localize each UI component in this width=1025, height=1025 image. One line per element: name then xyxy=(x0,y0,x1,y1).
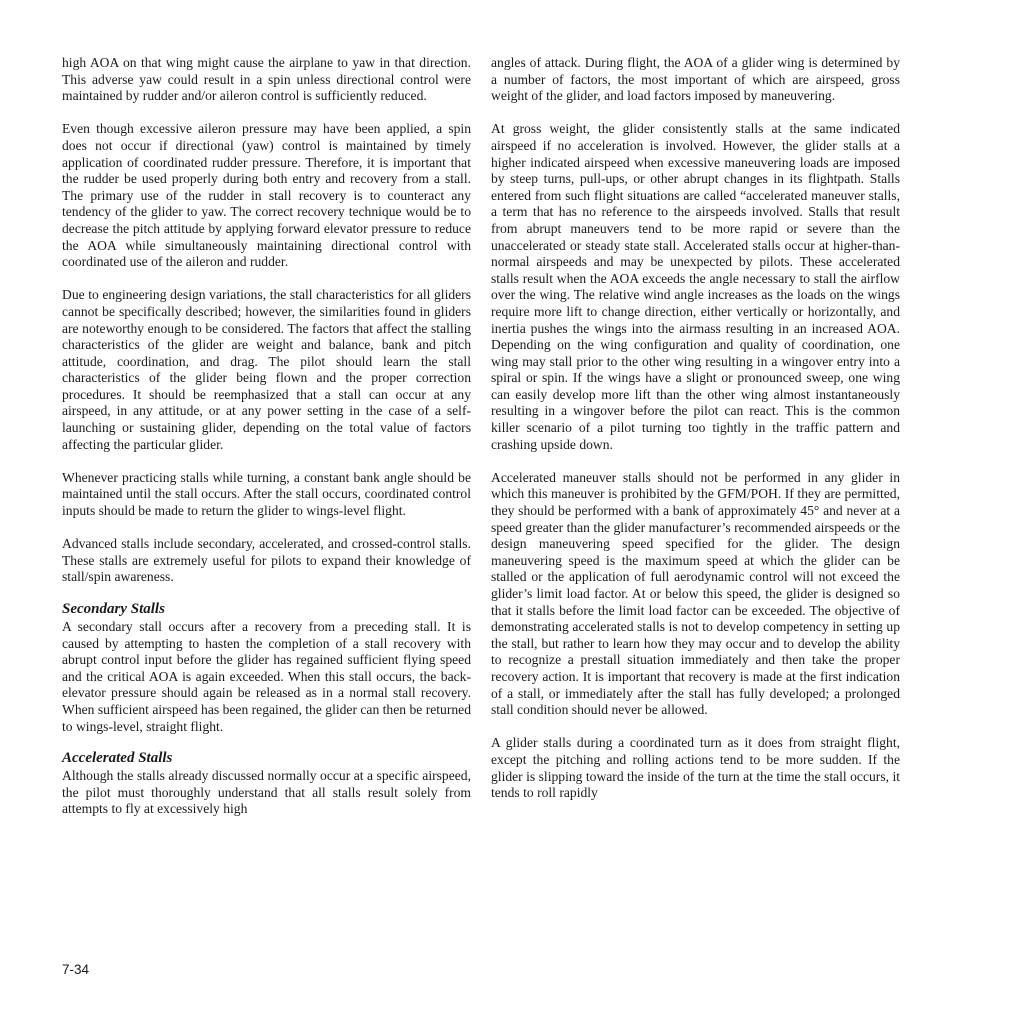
paragraph: Although the stalls already discussed normally occur at a specific airspeed, the pilot must thoroughly understand that all stalls result solely from attempts to fly at excessively high xyxy=(62,768,471,817)
paragraph: Accelerated maneuver stalls should not be performed in any glider in which this maneuver is prohibited by the GFM/POH. If they are permitted, they should be performed with a bank of approximately 45° and never at a speed greater than the glider manufacturer’s recommended airspeeds or the design maneuvering speed specified for the glider. The design maneuvering speed is the maximum speed at which the glider can be stalled or the application of full aerodynamic control will not exceed the glider’s limit load factor. At or below this speed, the glider is designed so that it stalls before the limit load factor can be exceeded. The objective of demonstrating accelerated stalls is not to develop competency in setting up the stall, but rather to learn how they may occur and to develop the ability to recognize a prestall situation immediately and then take the proper recovery action. It is important that recovery is made at the first indication of a stall, or immediately after the stall has fully developed; a prolonged stall condition should never be allowed. xyxy=(491,469,900,718)
paragraph: Advanced stalls include secondary, accelerated, and crossed-control stalls. These stalls are extremely useful for pilots to expand their knowledge of stall/spin awareness. xyxy=(62,536,471,585)
right-column xyxy=(491,55,900,818)
paragraph: Even though excessive aileron pressure may have been applied, a spin does not occur if directional (yaw) control is maintained by timely application of coordinated rudder pressure. Therefore, it is important that the rudder be used properly during both entry and recovery from a stall. The primary use of the rudder in stall recovery is to counteract any tendency of the glider to yaw. The correct recovery technique would be to decrease the pitch attitude by applying forward elevator pressure to reduce the AOA while simultaneously maintaining directional control with coordinated use of the aileron and rudder. xyxy=(62,121,471,270)
paragraph: Whenever practicing stalls while turning, a constant bank angle should be maintained until the stall occurs. After the stall occurs, coordinated control inputs should be made to return the glider to wings-level flight. xyxy=(62,469,471,519)
paragraph: A secondary stall occurs after a recovery from a preceding stall. It is caused by attempting to hasten the completion of a stall recovery with abrupt control input before the glider has regained sufficient flying speed and the critical AOA is again exceeded. When this stall occurs, the back-elevator pressure should again be released as in a normal stall recovery. When sufficient airspeed has been regained, the glider can then be returned to wings-level, straight flight. xyxy=(62,619,471,734)
paragraph: high AOA on that wing might cause the airplane to yaw in that direction. This adverse yaw could result in a spin unless directional control were maintained by rudder and/or aileron control is sufficiently reduced. xyxy=(62,55,471,104)
paragraph: At gross weight, the glider consistently stalls at the same indicated airspeed if no acceleration is involved. However, the glider stalls at a higher indicated airspeed when excessive maneuvering loads are imposed by steep turns, pull-ups, or other abrupt changes in its flightpath. Stalls entered from such flight situations are called “accelerated maneuver stalls, a term that has no reference to the airspeeds involved. Stalls that result from abrupt maneuvers tend to be more rapid or severe than the unaccelerated or steady state stall. Accelerated stalls occur at higher-than-normal airspeeds and may be unexpected by pilots. These accelerated stalls result when the AOA exceeds the angle necessary to stall the airflow over the wing. The relative wind angle increases as the loads on the wings require more lift to change direction, either vertically or horizontally, and inertia pushes the wings into the airmass resulting in an increased AOA. Depending on the wing configuration and quality of coordination, one wing may stall prior to the other wing resulting in a wingover entry into a spiral or spin. If the wings have a slight or pronounced sweep, one wing can easily develop more lift than the other wing almost instantaneously resulting in a wingover before the pilot can react. This is the common killer scenario of a pilot turning too tightly in the traffic pattern and crashing upside down. xyxy=(491,121,900,452)
left-column xyxy=(62,55,471,835)
section-heading-secondary-stalls: Secondary Stalls xyxy=(62,601,165,617)
page-number: 7-34 xyxy=(62,962,90,977)
section-heading-accelerated-stalls: Accelerated Stalls xyxy=(62,750,173,767)
paragraph: angles of attack. During flight, the AOA of a glider wing is determined by a number of factors, the most important of which are airspeed, gross weight of the glider, and load factors imposed by maneuvering. xyxy=(491,55,900,104)
paragraph: A glider stalls during a coordinated turn as it does from straight flight, except the pitching and rolling actions tend to be more sudden. If the glider is slipping toward the inside of the turn at the time the stall occurs, it tends to roll rapidly xyxy=(491,735,900,801)
paragraph: Due to engineering design variations, the stall characteristics for all gliders cannot be specifically described; however, the similarities found in gliders are noteworthy enough to be considered. The factors that affect the stalling characteristics of the glider are weight and balance, bank and pitch attitude, coordination, and drag. The pilot should learn the stall characteristics of the glider being flown and the proper correction procedures. It should be reemphasized that a stall can occur at any airspeed, in any attitude, or at any power setting in the case of a self-launching or sustaining glider, depending on the total value of factors affecting the particular glider. xyxy=(62,287,471,452)
